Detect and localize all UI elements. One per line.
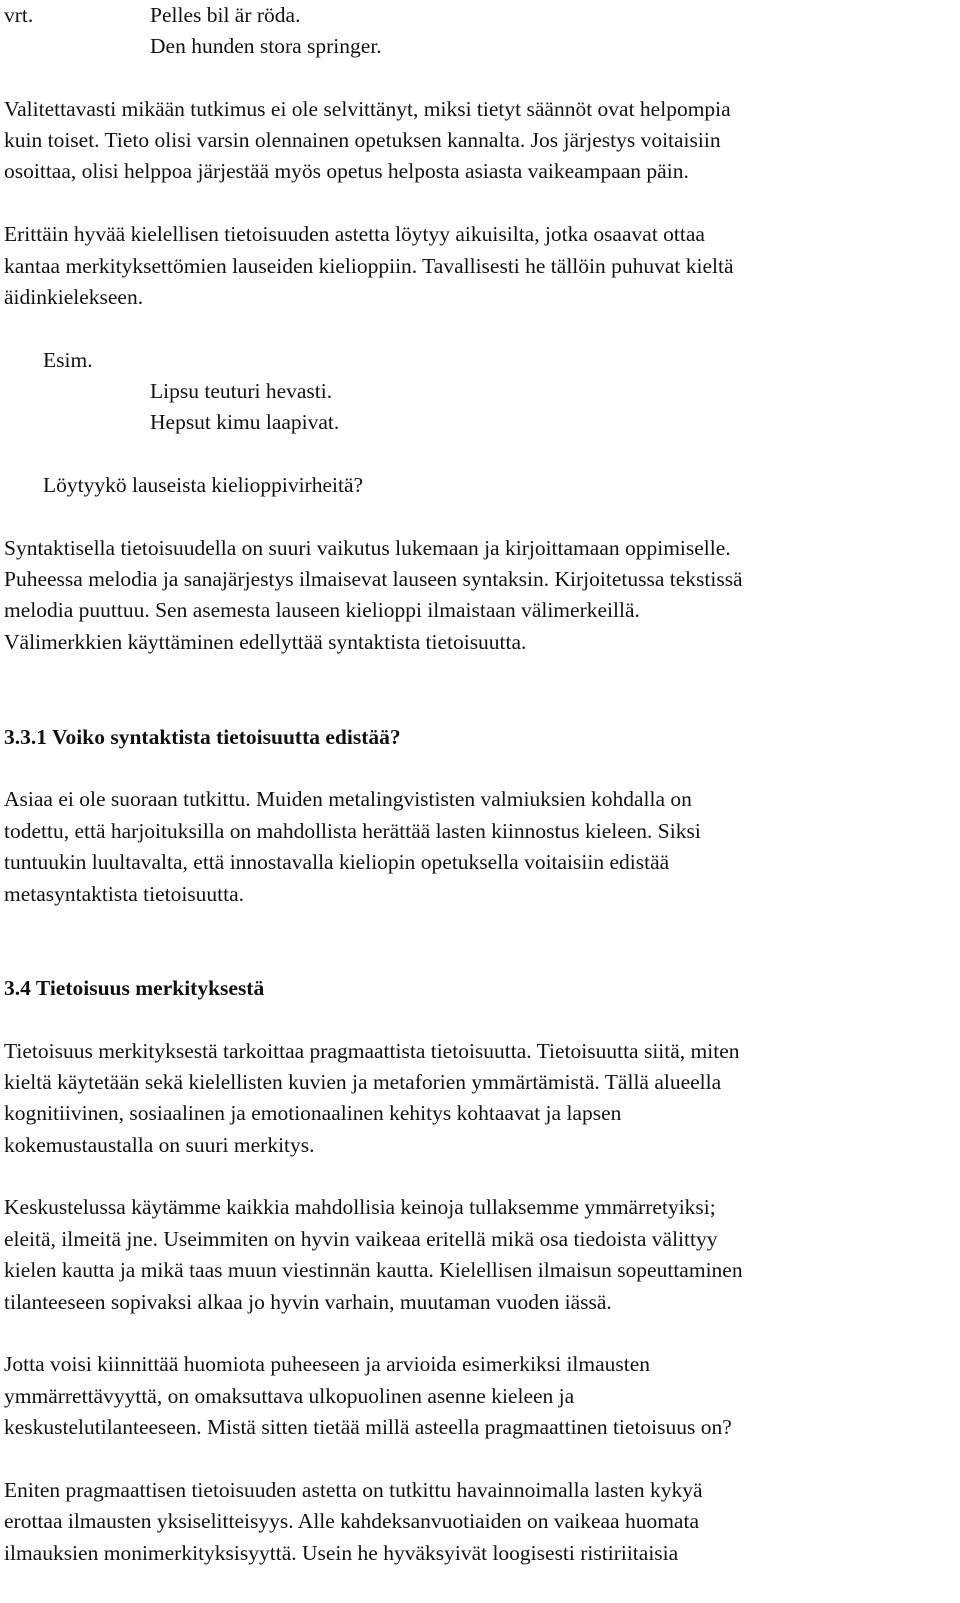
paragraph-line: melodia puuttuu. Sen asemesta lauseen kielioppi ilmaistaan välimerkeillä. — [4, 598, 640, 622]
paragraph-line: Keskustelussa käytämme kaikkia mahdollisia keinoja tullaksemme ymmärretyiksi; — [4, 1195, 716, 1219]
paragraph-line: metasyntaktista tietoisuutta. — [4, 882, 245, 906]
paragraph-line: kuin toiset. Tieto olisi varsin olennainen opetuksen kannalta. Jos järjestys voitaisiin — [4, 128, 721, 152]
paragraph-line: Puheessa melodia ja sanajärjestys ilmaisevat lauseen syntaksin. Kirjoitetussa tekstissä — [4, 567, 743, 591]
example-sentence: Lipsu teuturi hevasti. — [150, 379, 333, 403]
paragraph-line: erottaa ilmausten yksiselitteisyys. Alle kahdeksanvuotiaiden on vaikeaa huomata — [4, 1509, 699, 1533]
paragraph-line: kognitiivinen, sosiaalinen ja emotionaalinen kehitys kohtaavat ja lapsen — [4, 1101, 622, 1125]
example-sentence: Hepsut kimu laapivat. — [150, 410, 340, 434]
paragraph-line: kokemustaustalla on suuri merkitys. — [4, 1133, 315, 1157]
paragraph-line: Valitettavasti mikään tutkimus ei ole selvittänyt, miksi tietyt säännöt ovat helpompia — [4, 97, 731, 121]
paragraph-line: tuntuukin luultavalta, että innostavalla kieliopin opetuksella voitaisiin edistää — [4, 850, 670, 874]
paragraph-line: Eniten pragmaattisen tietoisuuden astetta on tutkittu havainnoimalla lasten kykyä — [4, 1478, 703, 1502]
paragraph-line: äidinkielekseen. — [4, 285, 144, 309]
paragraph-line: Tietoisuus merkityksestä tarkoittaa pragmaattista tietoisuutta. Tietoisuutta siitä, miten — [4, 1039, 740, 1063]
paragraph-line: Syntaktisella tietoisuudella on suuri vaikutus lukemaan ja kirjoittamaan oppimiselle. — [4, 536, 731, 560]
example-question: Löytyykö lauseista kielioppivirheitä? — [43, 473, 364, 497]
paragraph-line: kielen kautta ja mikä taas muun viestinnän kautta. Kielellisen ilmaisun sopeuttaminen — [4, 1258, 743, 1282]
example-label-esim: Esim. — [43, 348, 93, 372]
paragraph-line: eleitä, ilmeitä jne. Useimmiten on hyvin vaikeaa eritellä mikä osa tiedoista välittyy — [4, 1227, 718, 1251]
example-sentence: Pelles bil är röda. — [150, 3, 301, 27]
paragraph-line: ymmärrettävyyttä, on omaksuttava ulkopuolinen asenne kieleen ja — [4, 1384, 575, 1408]
paragraph-line: Jotta voisi kiinnittää huomiota puheeseen ja arvioida esimerkiksi ilmausten — [4, 1352, 651, 1376]
paragraph-line: keskustelutilanteeseen. Mistä sitten tietää millä asteella pragmaattinen tietoisuus on? — [4, 1415, 732, 1439]
section-heading: 3.3.1 Voiko syntaktista tietoisuutta edistää? — [4, 725, 401, 749]
paragraph-line: Asiaa ei ole suoraan tutkittu. Muiden metalingvististen valmiuksien kohdalla on — [4, 787, 692, 811]
paragraph-line: ilmauksien monimerkityksisyyttä. Usein he hyväksyivät loogisesti ristiriitaisia — [4, 1541, 679, 1565]
example-label-vrt: vrt. — [4, 3, 34, 27]
section-heading: 3.4 Tietoisuus merkityksestä — [4, 976, 265, 1000]
paragraph-line: tilanteeseen sopivaksi alkaa jo hyvin varhain, muutaman vuoden iässä. — [4, 1290, 612, 1314]
paragraph-line: osoittaa, olisi helppoa järjestää myös opetus helposta asiasta vaikeampaan päin. — [4, 159, 689, 183]
paragraph-line: Erittäin hyvää kielellisen tietoisuuden astetta löytyy aikuisilta, jotka osaavat ottaa — [4, 222, 705, 246]
paragraph-line: kieltä käytetään sekä kielellisten kuvien ja metaforien ymmärtämistä. Tällä alueella — [4, 1070, 722, 1094]
paragraph-line: kantaa merkityksettömien lauseiden kielioppiin. Tavallisesti he tällöin puhuvat kieltä — [4, 254, 734, 278]
paragraph-line: todettu, että harjoituksilla on mahdollista herättää lasten kiinnostus kieleen. Siksi — [4, 819, 701, 843]
paragraph-line: Välimerkkien käyttäminen edellyttää syntaktista tietoisuutta. — [4, 630, 527, 654]
example-sentence: Den hunden stora springer. — [150, 34, 382, 58]
